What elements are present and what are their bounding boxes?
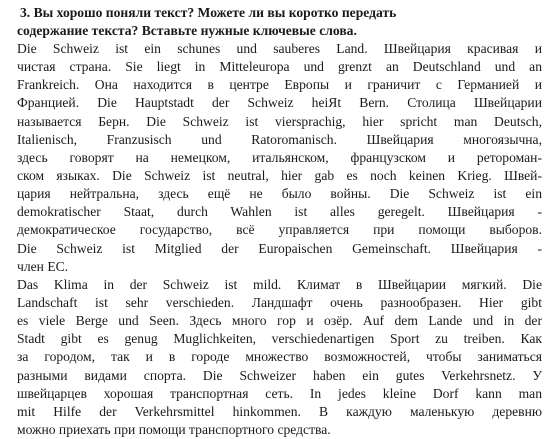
body-text-line: Das Klima in der Schweiz ist mild. Климат в Швейцарии мягкий. Die xyxy=(17,276,542,292)
body-text-line: demokratischer Staat, durch Wahlen ist alles geregelt. Швейцария - xyxy=(17,204,542,220)
body-text-line: называется Берн. Die Schweiz ist viersprachig, hier spricht man Deutsch, xyxy=(17,113,542,129)
body-text-line: здесь говорят на немецком, итальянском, французском и ретороман- xyxy=(17,149,542,165)
body-text-line: ском языках. Die Schweiz ist neutral, hier gab es noch keinen Krieg. Швей- xyxy=(17,167,542,183)
body-text-line: член ЕС. xyxy=(17,258,69,274)
body-text-line: mit Hilfe der Verkehrsmittel hinkommen. В каждую маленькую деревню xyxy=(17,403,542,419)
body-text-line: чистая страна. Sie liegt in Mitteleuropa und grenzt an Deutschland und an xyxy=(17,59,542,75)
body-text-line: Die Schweiz ist Mitglied der Europaischen Gemeinschaft. Швейцария - xyxy=(17,240,542,256)
body-text-line: Landschaft ist sehr verschieden. Ландшафт очень разнообразен. Hier gibt xyxy=(17,294,542,310)
exercise-body-text xyxy=(17,40,542,439)
body-text-line: es viele Berge und Seen. Здесь много гор и озёр. Auf dem Lande und in der xyxy=(17,313,542,329)
body-text-line: швейцарцев хорошая транспортная сеть. In jedes kleine Dorf kann man xyxy=(17,385,542,401)
body-text-line: цария нейтральна, здесь ещё не было войны. Die Schweiz ist ein xyxy=(17,186,542,202)
body-text-line: Stadt gibt es genug Muglichkeiten, verschiedenartigen Sport zu treiben. Как xyxy=(17,331,542,347)
body-text-line: за городом, так и в городе множество возможностей, чтобы заниматься xyxy=(17,349,542,365)
body-text-line: Die Schweiz ist ein schunes und sauberes Land. Швейцария красивая и xyxy=(17,41,542,56)
body-text-line: Frankreich. Она находится в центре Европы и граничит с Германией и xyxy=(17,77,542,93)
body-text-line: демократическое государство, всё управляется при помощи выборов. xyxy=(17,222,542,238)
exercise-title-line-2: содержание текста? Вставьте нужные ключевые слова. xyxy=(17,23,357,38)
textbook-page xyxy=(17,4,542,439)
body-text-line: можно приехать при помощи транспортного средства. xyxy=(17,421,331,437)
body-text-line: Italienisch, Franzusisch und Ratoromanisch. Швейцария многоязычна, xyxy=(17,131,542,147)
body-text-line: разными видами спорта. Die Schweizer haben ein gutes Verkehrsnetz. У xyxy=(17,367,542,383)
exercise-title xyxy=(17,4,542,40)
exercise-title-line-1: 3. Вы хорошо поняли текст? Можете ли вы коротко передать xyxy=(20,5,397,20)
body-text-line: Францией. Die Hauptstadt der Schweiz heiЯt Bern. Столица Швейцарии xyxy=(17,95,542,111)
